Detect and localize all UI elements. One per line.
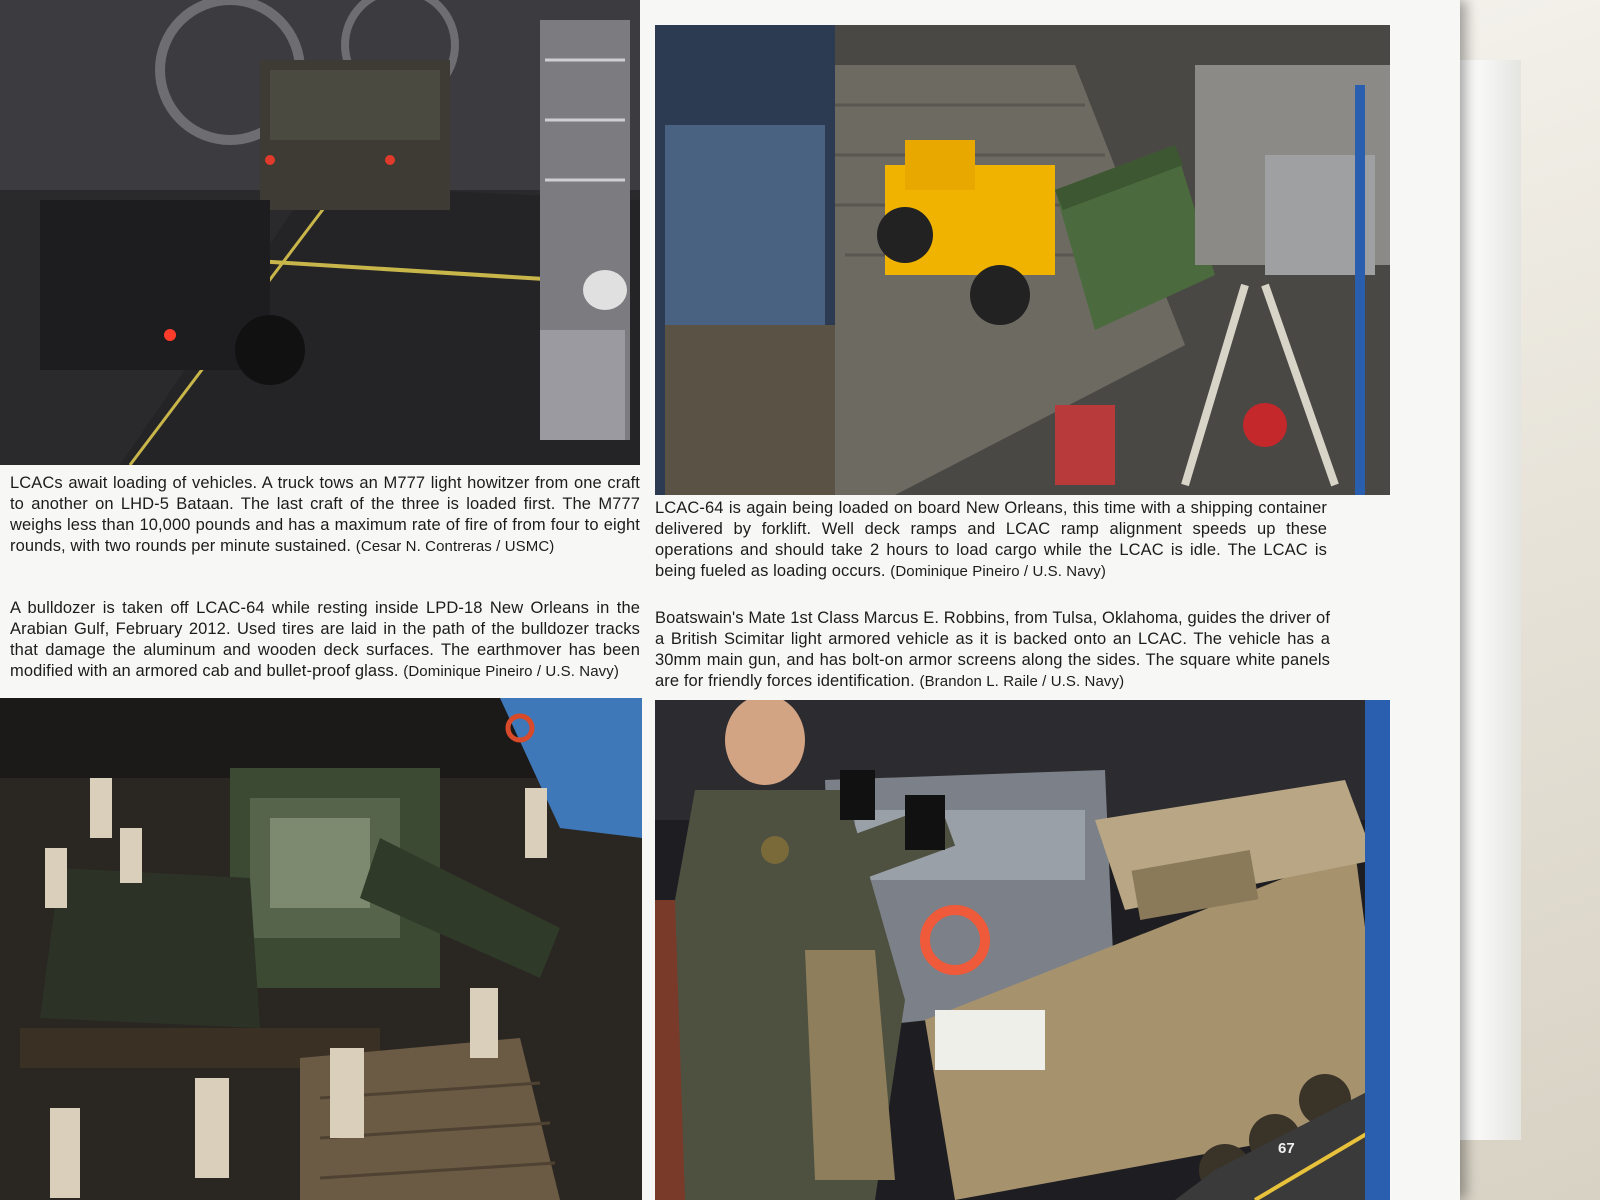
caption-credit: (Dominique Pineiro / U.S. Navy)	[403, 663, 619, 680]
caption-top-left	[10, 473, 640, 559]
caption-credit: (Dominique Pineiro / U.S. Navy)	[890, 563, 1106, 580]
photo-bulldozer	[0, 698, 642, 1200]
caption-bottom-right	[655, 608, 1330, 694]
caption-text: A bulldozer is taken off LCAC-64 while resting inside LPD-18 New Orleans in the Arabian Gulf, February 2012. Used tires are laid in the path of the bulldozer tracks that damage the aluminum and wooden deck surfaces. The earthmover has been modified with an armored cab and bullet-proof glass.	[10, 599, 640, 680]
caption-bottom-left	[10, 598, 640, 684]
page-number: 67	[1278, 1140, 1295, 1157]
caption-credit: (Brandon L. Raile / U.S. Navy)	[919, 673, 1125, 690]
photo-scimitar-vehicle	[655, 700, 1390, 1200]
caption-text: Boatswain's Mate 1st Class Marcus E. Robbins, from Tulsa, Oklahoma, guides the driver of a British Scimitar light armored vehicle as it is backed onto an LCAC. The vehicle has a 30mm main gun, and has bolt-on armor screens along the sides. The square white panels are for friendly forces identification.	[655, 609, 1330, 690]
caption-text: LCAC-64 is again being loaded on board New Orleans, this time with a shipping container delivered by forklift. Well deck ramps and LCAC ramp alignment speeds up these operations and should take 2 hours to load cargo while the LCAC is idle. The LCAC is being fueled as loading occurs.	[655, 499, 1327, 580]
photo-forklift-container	[655, 25, 1390, 495]
caption-top-right	[655, 498, 1327, 584]
photo-truck-howitzer	[0, 0, 640, 465]
caption-credit: (Cesar N. Contreras / USMC)	[355, 538, 555, 555]
caption-text: LCACs await loading of vehicles. A truck tows an M777 light howitzer from one craft to another on LHD-5 Bataan. The last craft of the three is loaded first. The M777 weighs less than 10,000 pounds and has a maximum rate of fire of from four to eight rounds, with two rounds per minute sustained.	[10, 474, 640, 555]
